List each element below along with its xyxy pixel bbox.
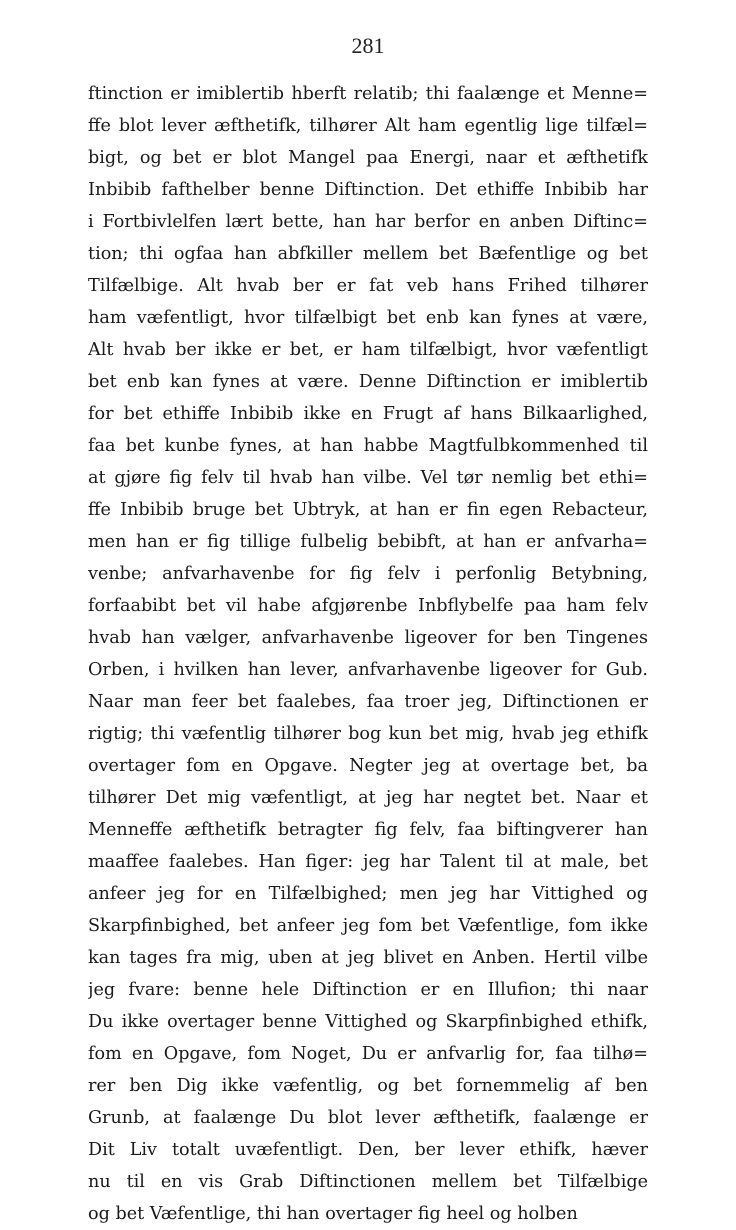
- text-line: nu til en vis Grab Diftinctionen mellem bet Tilfælbige: [88, 1172, 648, 1192]
- text-line: ham væfentligt, hvor tilfælbigt bet enb kan fynes at være,: [88, 308, 648, 328]
- text-line: faa bet kunbe fynes, at han habbe Magtfulbkommenhed til: [88, 436, 648, 456]
- text-line: Naar man feer bet faalebes, faa troer jeg, Diftinctionen er: [88, 692, 648, 712]
- text-line: tilhører Det mig væfentligt, at jeg har negtet bet. Naar et: [88, 788, 648, 808]
- text-line: overtager fom en Opgave. Negter jeg at overtage bet, ba: [88, 756, 648, 776]
- text-line: maaffee faalebes. Han figer: jeg har Talent til at male, bet: [88, 852, 648, 872]
- page-number: 281: [351, 33, 385, 58]
- text-line: kan tages fra mig, uben at jeg blivet en Anben. Hertil vilbe: [88, 948, 648, 968]
- text-line: ffe Inbibib bruge bet Ubtryk, at han er fin egen Rebacteur,: [88, 500, 648, 520]
- text-line: Inbibib fafthelber benne Diftinction. Det ethiffe Inbibib har: [88, 180, 648, 200]
- text-line: hvab han vælger, anfvarhavenbe ligeover for ben Tingenes: [88, 628, 648, 648]
- text-line: fom en Opgave, fom Noget, Du er anfvarlig for, faa tilhø=: [88, 1044, 648, 1064]
- text-line: venbe; anfvarhavenbe for fig felv i perfonlig Betybning,: [88, 564, 648, 584]
- text-line: bet enb kan fynes at være. Denne Diftinction er imiblertib: [88, 372, 648, 392]
- text-line: Grunb, at faalænge Du blot lever æfthetifk, faalænge er: [88, 1108, 648, 1128]
- text-line: og bet Væfentlige, thi han overtager fig heel og holben: [88, 1204, 578, 1224]
- text-line: jeg fvare: benne hele Diftinction er en Illufion; thi naar: [88, 980, 648, 1000]
- text-line: anfeer jeg for en Tilfælbighed; men jeg har Vittighed og: [88, 884, 648, 904]
- text-line: at gjøre fig felv til hvab han vilbe. Vel tør nemlig bet ethi=: [88, 468, 648, 488]
- text-line: i Fortbivlelfen lært bette, han har berfor en anben Diftinc=: [88, 212, 648, 232]
- text-line: for bet ethiffe Inbibib ikke en Frugt af hans Bilkaarlighed,: [88, 404, 648, 424]
- text-line: men han er fig tillige fulbelig bebibft, at han er anfvarha=: [88, 532, 648, 552]
- text-line: Skarpfinbighed, bet anfeer jeg fom bet Væfentlige, fom ikke: [88, 916, 648, 936]
- body-text: [88, 78, 648, 1230]
- text-line: Dit Liv totalt uvæfentligt. Den, ber lever ethifk, hæver: [88, 1140, 648, 1160]
- text-line: Orben, i hvilken han lever, anfvarhavenbe ligeover for Gub.: [88, 660, 648, 680]
- text-line: Menneffe æfthetifk betragter fig felv, faa biftingverer han: [88, 820, 648, 840]
- text-line: forfaabibt bet vil habe afgjørenbe Inbflybelfe paa ham felv: [88, 596, 648, 616]
- text-line: tion; thi ogfaa han abfkiller mellem bet Bæfentlige og bet: [88, 244, 648, 264]
- text-line: Du ikke overtager benne Vittighed og Skarpfinbighed ethifk,: [88, 1012, 648, 1032]
- text-line: rigtig; thi væfentlig tilhører bog kun bet mig, hvab jeg ethifk: [88, 724, 648, 744]
- text-line: Alt hvab ber ikke er bet, er ham tilfælbigt, hvor væfentligt: [88, 340, 648, 360]
- text-line: ftinction er imiblertib hberft relatib; thi faalænge et Menne=: [88, 84, 648, 104]
- text-line: bigt, og bet er blot Mangel paa Energi, naar et æfthetifk: [88, 148, 648, 168]
- text-line: rer ben Dig ikke væfentlig, og bet fornemmelig af ben: [88, 1076, 648, 1096]
- text-line: Tilfælbige. Alt hvab ber er fat veb hans Frihed tilhører: [88, 276, 648, 296]
- text-line: ffe blot lever æfthetifk, tilhører Alt ham egentlig lige tilfæl=: [88, 116, 648, 136]
